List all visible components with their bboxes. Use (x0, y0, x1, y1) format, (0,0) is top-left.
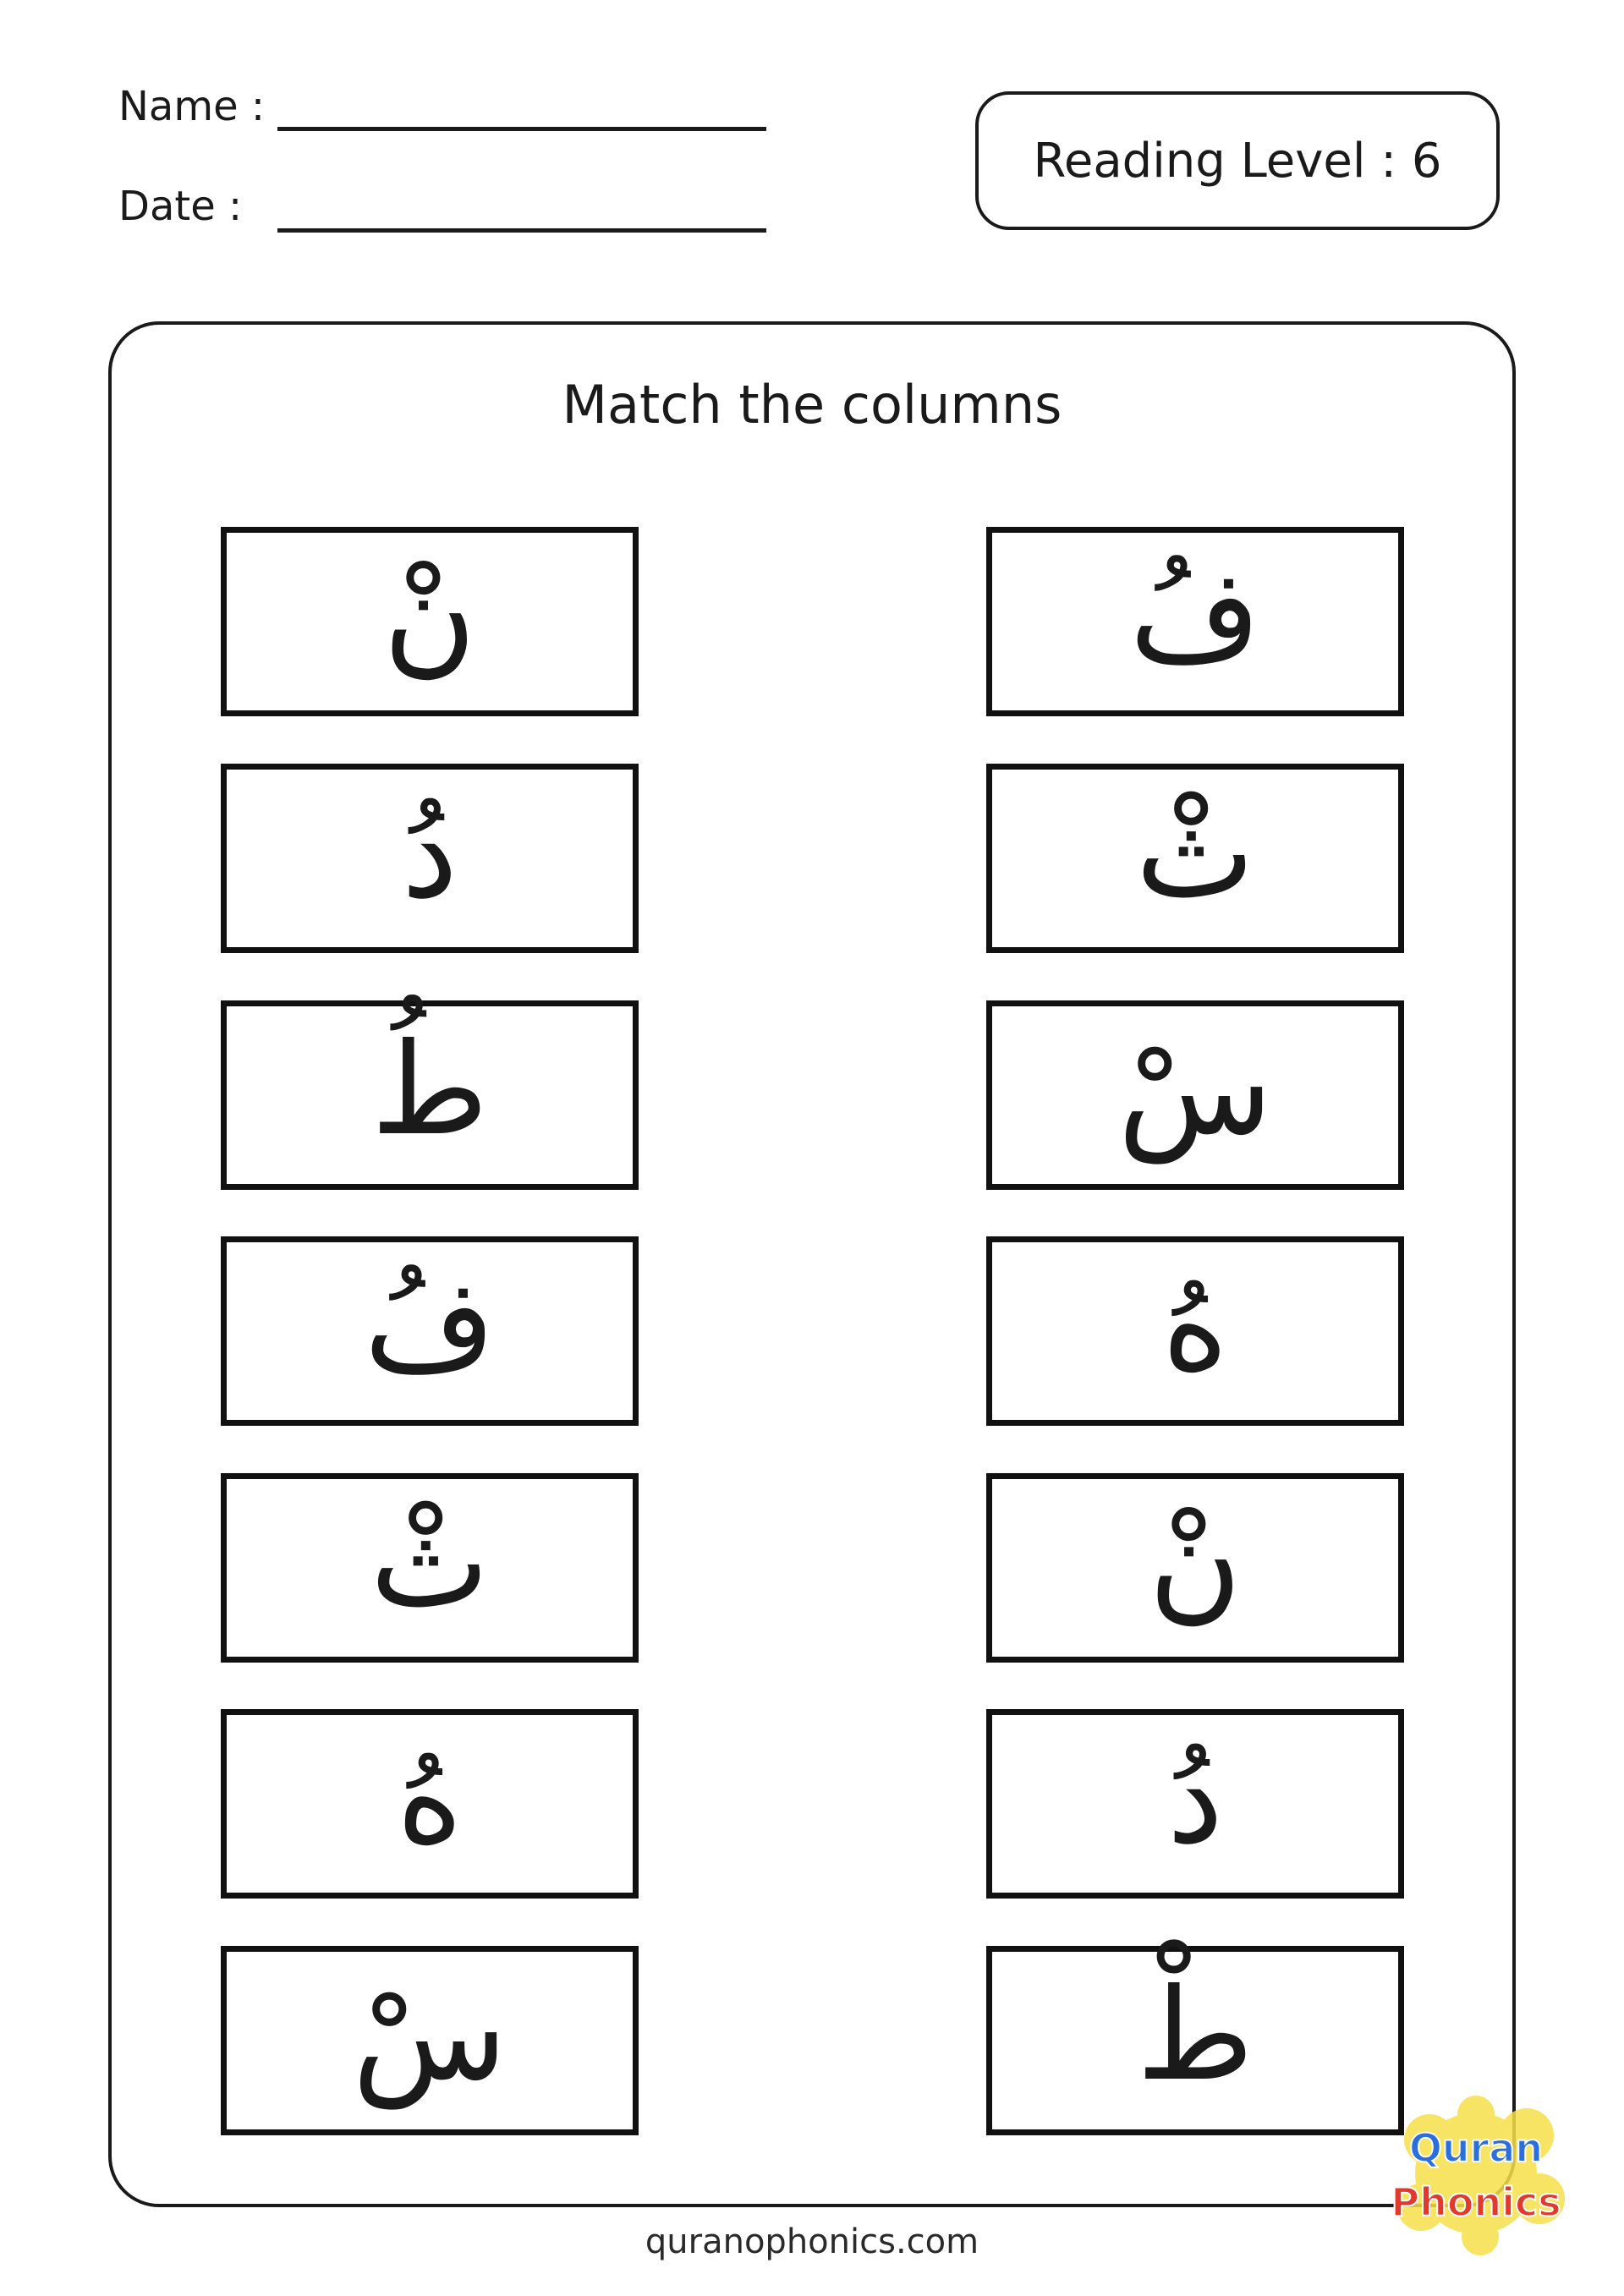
left-letter-7: سْ (352, 1962, 508, 2109)
right-letter-5: نْ (1148, 1489, 1243, 1636)
svg-text:Phonics: Phonics (1391, 2179, 1561, 2225)
date-label: Date : (118, 183, 243, 230)
left-letter-1: نْ (382, 543, 477, 690)
right-letter-box-2[interactable] (986, 764, 1404, 953)
footer-url: quranophonics.com (645, 2222, 979, 2261)
svg-text:Quran: Quran (1408, 2125, 1544, 2171)
right-letter-box-5[interactable] (986, 1473, 1404, 1663)
left-letter-box-5[interactable] (221, 1473, 639, 1663)
name-input-line[interactable] (277, 127, 766, 131)
quran-phonics-logo (1370, 2089, 1582, 2258)
reading-level-text: Reading Level : 6 (1033, 133, 1442, 189)
left-letter-box-1[interactable] (221, 527, 639, 716)
right-letter-3: سْ (1117, 1016, 1273, 1164)
left-letter-2: دُ (401, 780, 458, 927)
left-letter-6: هُ (396, 1725, 464, 1872)
right-letter-1: فُ (1129, 543, 1261, 690)
right-letter-box-6[interactable] (986, 1709, 1404, 1899)
left-letter-box-4[interactable] (221, 1236, 639, 1426)
right-letter-4: هُ (1161, 1252, 1229, 1400)
left-letter-3: طُ (370, 1016, 489, 1164)
right-letter-7: طْ (1136, 1962, 1254, 2109)
right-letter-box-4[interactable] (986, 1236, 1404, 1426)
left-letter-5: ثْ (370, 1489, 490, 1636)
right-letter-6: دُ (1166, 1725, 1224, 1872)
left-letter-box-7[interactable] (221, 1946, 639, 2135)
left-letter-box-3[interactable] (221, 1000, 639, 1190)
left-letter-box-6[interactable] (221, 1709, 639, 1899)
worksheet-title: Match the columns (562, 374, 1062, 436)
right-letter-2: ثْ (1135, 780, 1255, 927)
date-input-line[interactable] (277, 228, 766, 233)
right-letter-box-7[interactable] (986, 1946, 1404, 2135)
left-letter-4: فُ (364, 1252, 496, 1400)
name-label: Name : (118, 83, 266, 130)
left-letter-box-2[interactable] (221, 764, 639, 953)
reading-level-badge (975, 91, 1500, 230)
right-letter-box-3[interactable] (986, 1000, 1404, 1190)
right-letter-box-1[interactable] (986, 527, 1404, 716)
